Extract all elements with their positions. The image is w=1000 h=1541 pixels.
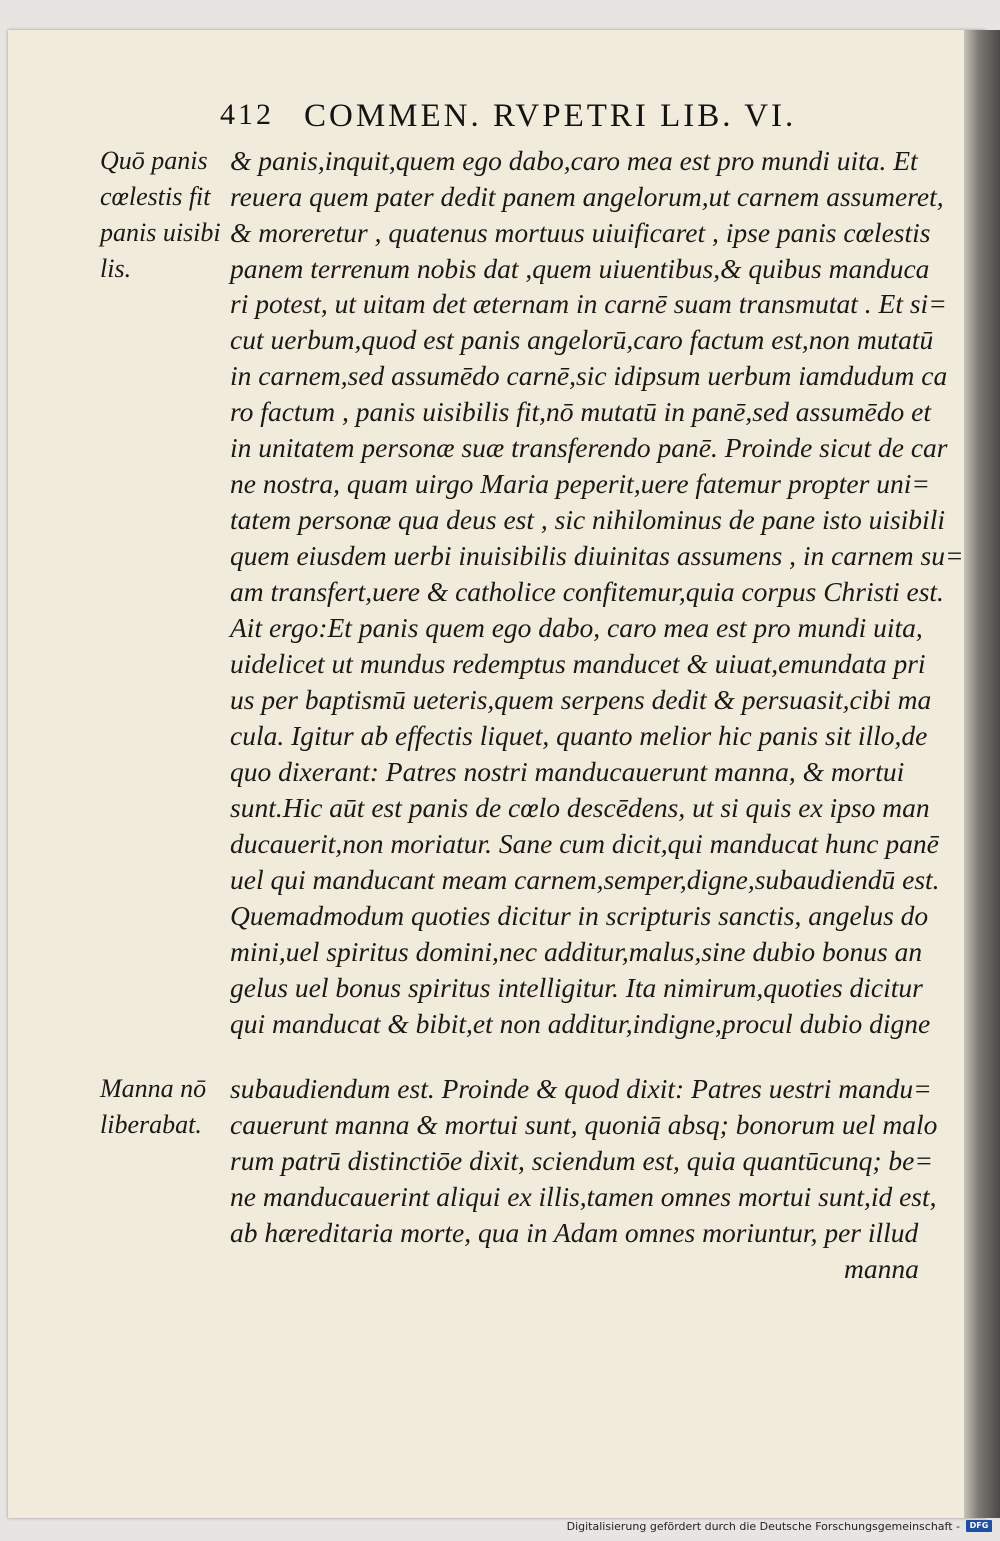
text-line: uidelicet ut mundus redemptus manducet & uiuat,emundata pri: [230, 648, 926, 679]
text-line: in unitatem personæ suæ transferendo panē. Proinde sicut de car: [230, 432, 948, 463]
text-line: uel qui manducant meam carnem,semper,digne,subaudiendū est.: [230, 864, 940, 895]
text-line: sunt.Hic aūt est panis de cœlo descēdens, ut si quis ex ipso man: [230, 792, 930, 823]
marginal-note-line: liberabat.: [100, 1110, 202, 1139]
text-line: reuera quem pater dedit panem angelorum,ut carnem assumeret,: [230, 181, 944, 212]
text-line: Quemadmodum quoties dicitur in scripturis sanctis, angelus do: [230, 900, 929, 931]
text-line: subaudiendum est. Proinde & quod dixit: Patres uestri mandu=: [230, 1073, 932, 1104]
catchword: manna: [844, 1253, 919, 1284]
text-line: ne manducauerint aliqui ex illis,tamen omnes mortui sunt,id est,: [230, 1181, 937, 1212]
text-line: cut uerbum,quod est panis angelorū,caro factum est,non mutatū: [230, 324, 934, 355]
text-line: Ait ergo:Et panis quem ego dabo, caro mea est pro mundi uita,: [230, 612, 923, 643]
text-line: cauerunt manna & mortui sunt, quoniā absq; bonorum uel malo: [230, 1109, 938, 1140]
text-line: rum patrū distinctiōe dixit, sciendum est, quia quantūcunq; be=: [230, 1145, 933, 1176]
text-line: cula. Igitur ab effectis liquet, quanto melior hic panis sit illo,de: [230, 720, 928, 751]
marginal-note-line: lis.: [100, 254, 132, 283]
marginal-note-line: panis uisibi: [100, 218, 221, 247]
text-line: ducauerit,non moriatur. Sane cum dicit,qui manducat hunc panē: [230, 828, 939, 859]
book-binding-edge: [964, 30, 1000, 1518]
text-line: quo dixerant: Patres nostri manducauerunt manna, & mortui: [230, 756, 905, 787]
book-page: [8, 30, 986, 1518]
text-line: ri potest, ut uitam det æternam in carnē suam transmutat . Et si=: [230, 288, 947, 319]
text-line: panem terrenum nobis dat ,quem uiuentibus,& quibus manduca: [230, 253, 930, 284]
text-line: & moreretur , quatenus mortuus uiuificaret , ipse panis cœlestis: [230, 217, 931, 248]
text-line: ab hæreditaria morte, qua in Adam omnes moriuntur, per illud: [230, 1217, 919, 1248]
page-number: 412: [220, 98, 274, 131]
marginal-note-line: Manna nō: [100, 1074, 207, 1103]
text-line: ne nostra, quam uirgo Maria peperit,uere fatemur propter uni=: [230, 468, 930, 499]
marginal-note-line: Quō panis: [100, 146, 208, 175]
dfg-logo-icon: DFG: [966, 1520, 992, 1532]
text-line: ro factum , panis uisibilis fit,nō mutatū in panē,sed assumēdo et: [230, 396, 931, 427]
text-line: mini,uel spiritus domini,nec additur,malus,sine dubio bonus an: [230, 936, 923, 967]
text-line: quem eiusdem uerbi inuisibilis diuinitas assumens , in carnem su=: [230, 540, 964, 571]
text-line: gelus uel bonus spiritus intelligitur. Ita nimirum,quoties dicitur: [230, 972, 923, 1003]
text-line: & panis,inquit,quem ego dabo,caro mea est pro mundi uita. Et: [230, 145, 918, 176]
text-line: qui manducat & bibit,et non additur,indigne,procul dubio digne: [230, 1008, 931, 1039]
running-title: COMMEN. RVPETRI LIB. VI.: [304, 98, 797, 134]
text-line: us per baptismū ueteris,quem serpens dedit & persuasit,cibi ma: [230, 684, 932, 715]
text-line: am transfert,uere & catholice confitemur,quia corpus Christi est.: [230, 576, 944, 607]
marginal-note-line: cœlestis fit: [100, 182, 211, 211]
text-line: tatem personæ qua deus est , sic nihilominus de pane isto uisibili: [230, 504, 945, 535]
digitization-credit: [567, 1517, 992, 1535]
credit-text: Digitalisierung gefördert durch die Deutsche Forschungsgemeinschaft -: [566, 1519, 960, 1533]
text-line: in carnem,sed assumēdo carnē,sic idipsum uerbum iamdudum ca: [230, 360, 948, 391]
